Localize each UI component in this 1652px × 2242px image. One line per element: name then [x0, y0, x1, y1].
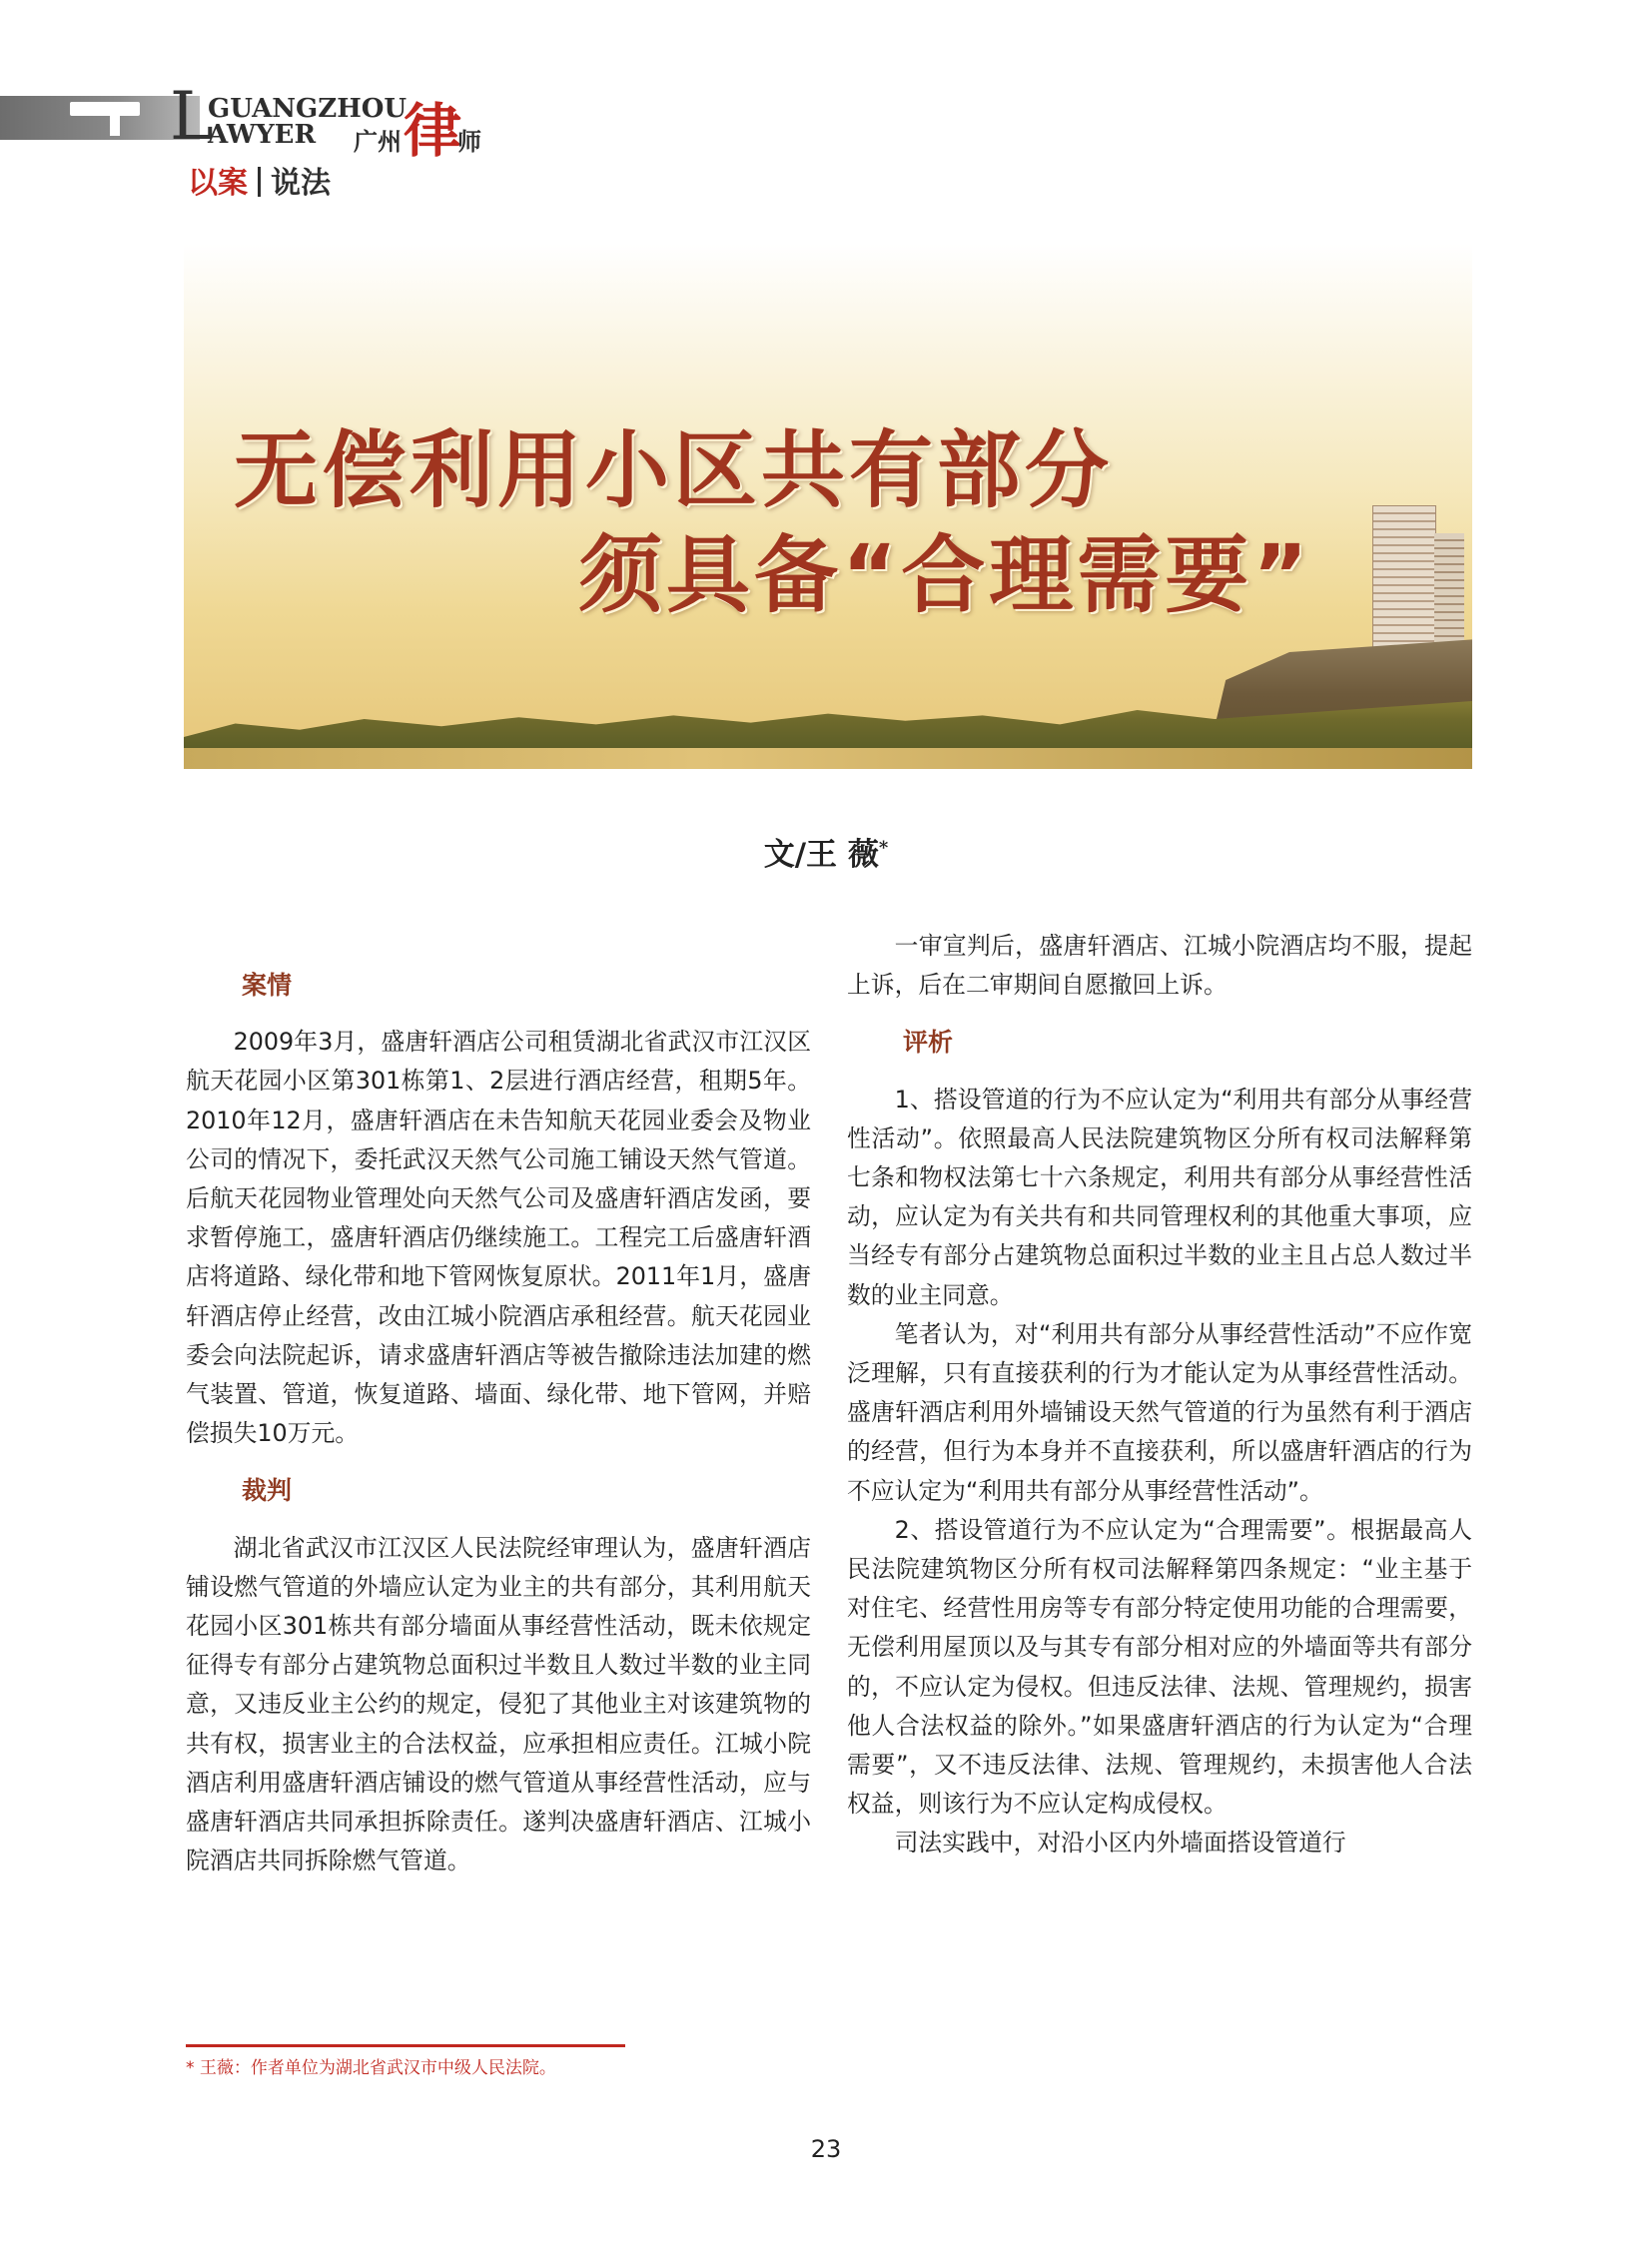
heading-judgment: 裁判 [242, 1476, 293, 1506]
paragraph-appeal: 一审宣判后，盛唐轩酒店、江城小院酒店均不服，提起上诉，后在二审期间自愿撤回上诉。 [847, 932, 1472, 1000]
footnote: * 王薇：作者单位为湖北省武汉市中级人民法院。 [186, 2058, 556, 2078]
right-column [847, 927, 1472, 1864]
building-illustration [1372, 505, 1436, 657]
gavel-handle [110, 110, 120, 136]
article-title-line2: 须具备“合理需要” [578, 526, 1312, 624]
article-title-line1: 无偿利用小区共有部分 [234, 421, 1114, 519]
masthead-line2: AWYER [208, 120, 317, 150]
section-label-part2: 说法 [271, 166, 331, 201]
page-number: 23 [810, 2135, 842, 2163]
paragraph-analysis-2: 笔者认为，对“利用共有部分从事经营性活动”不应作宽泛理解，只有直接获利的行为才能认定为从事经营性活动。盛唐轩酒店利用外墙铺设天然气管道的行为虽然有利于酒店的经营，但行为本身并不直接获利，所以盛唐轩酒店的行为不应认定为“利用共有部分从事经营性活动”。 [847, 1319, 1472, 1505]
section-label [188, 158, 331, 202]
paragraph-analysis-3: 2、搭设管道行为不应认定为“合理需要”。根据最高人民法院建筑物区分所有权司法解释第四条规定：“业主基于对住宅、经营性用房等专有部分特定使用功能的合理需要，无偿利用屋顶以及与其专有部分相对应的外墙面等共有部分的，不应认定为侵权。但违反法律、法规、管理规约，损害他人合法权益的除外。”如果盛唐轩酒店的行为认定为“合理需要”，又不违反法律、法规、管理规约，未损害他人合法权益，则该行为不应认定构成侵权。 [847, 1515, 1472, 1819]
masthead-city: 广州 [354, 128, 402, 156]
byline [0, 829, 1652, 874]
masthead [0, 78, 519, 165]
water-illustration [184, 748, 1472, 769]
gavel-icon [70, 102, 140, 116]
heading-case: 案情 [242, 971, 293, 1000]
paragraph-analysis-1: 1、搭设管道的行为不应认定为“利用共有部分从事经营性活动”。依照最高人民法院建筑物区分所有权司法解释第七条和物权法第七十六条规定，利用共有部分从事经营性活动，应认定为有关共有和共同管理权利的其他重大事项，应当经专有部分占建筑物总面积过半数的业主且占总人数过半数的业主同意。 [847, 1085, 1472, 1309]
title-banner [184, 244, 1472, 769]
masthead-shi: 师 [457, 128, 481, 156]
byline-text: 文/王 薇 [763, 837, 879, 873]
section-divider [258, 167, 261, 197]
section-label-part1: 以案 [188, 166, 248, 201]
byline-footnote-mark: * [878, 837, 889, 859]
paragraph-case: 2009年3月，盛唐轩酒店公司租赁湖北省武汉市江汉区航天花园小区第301栋第1、2层进行酒店经营，租期5年。2010年12月，盛唐轩酒店在未告知航天花园业委会及物业公司的情况下，委托武汉天然气公司施工铺设天然气管道。后航天花园物业管理处向天然气公司及盛唐轩酒店发函，要求暂停施工，盛唐轩酒店仍继续施工。工程完工后盛唐轩酒店将道路、绿化带和地下管网恢复原状。2011年1月，盛唐轩酒店停止经营，改由江城小院酒店承租经营。航天花园业委会向法院起诉，请求盛唐轩酒店等被告撤除违法加建的燃气装置、管道，恢复道路、墙面、绿化带、地下管网，并赔偿损失10万元。 [186, 1028, 811, 1448]
left-column [186, 927, 811, 1880]
masthead-initial: L [170, 78, 214, 155]
masthead-lv: 律 [404, 97, 462, 165]
paragraph-judgment: 湖北省武汉市江汉区人民法院经审理认为，盛唐轩酒店铺设燃气管道的外墙应认定为业主的共有部分，其利用航天花园小区301栋共有部分墙面从事经营性活动，既未依规定征得专有部分占建筑物总面积过半数且人数过半数的业主同意，又违反业主公约的规定，侵犯了其他业主对该建筑物的共有权，损害业主的合法权益，应承担相应责任。江城小院酒店利用盛唐轩酒店铺设的燃气管道从事经营性活动，应与盛唐轩酒店共同承担拆除责任。遂判决盛唐轩酒店、江城小院酒店共同拆除燃气管道。 [186, 1533, 811, 1875]
masthead-line1: GUANGZHOU [208, 94, 408, 124]
heading-analysis: 评析 [903, 1028, 954, 1058]
footnote-divider [186, 2044, 625, 2047]
paragraph-analysis-4: 司法实践中，对沿小区内外墙面搭设管道行 [894, 1829, 1346, 1858]
building-illustration-side [1434, 533, 1464, 655]
